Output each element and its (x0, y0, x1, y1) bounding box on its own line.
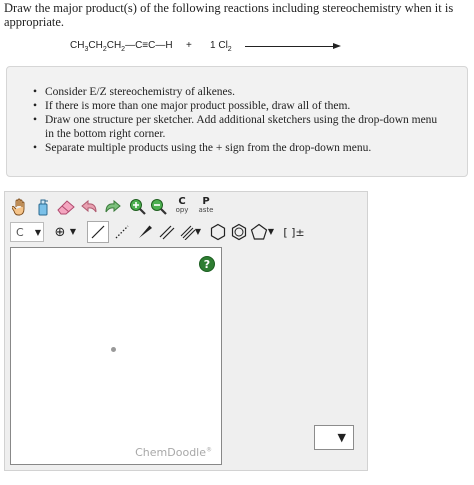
cyclohexane-icon[interactable] (207, 221, 229, 243)
instructions-panel (6, 66, 468, 177)
benzene-icon[interactable] (228, 221, 250, 243)
paste-button-letter: P (202, 196, 210, 207)
reactant-formula: $CH_3CH_2CH_2—C\equiv C—H$ (70, 40, 173, 53)
instruction-item: • Draw one structure per sketcher. Add additional sketchers using the drop-down menu in the bottom right corner. (7, 113, 447, 141)
reaction-equation (70, 37, 360, 55)
chevron-down-icon: ▼ (34, 227, 42, 237)
atom-label-dropdown[interactable] (10, 222, 44, 242)
eraser-icon[interactable] (55, 196, 77, 218)
copy-button-label: opy (175, 206, 189, 214)
plus-sign: + (186, 40, 192, 51)
reaction-arrow (245, 46, 335, 47)
toolbar-row-2 (5, 219, 367, 245)
lasso-clear-icon[interactable] (32, 196, 54, 218)
question-text: Draw the major product(s) of the following reactions including stereochemistry when it is appropriate. (4, 1, 454, 29)
chevron-down-icon[interactable]: ▼ (194, 227, 202, 236)
single-bond-icon[interactable] (87, 221, 109, 243)
zoom-out-icon[interactable] (148, 196, 170, 218)
toolbar-row-1 (5, 194, 367, 220)
drawing-canvas[interactable] (10, 247, 222, 465)
charge-plus-icon[interactable]: ⊕ (54, 224, 66, 240)
canvas-origin-dot (111, 347, 116, 352)
dashed-bond-icon[interactable] (111, 221, 133, 243)
hand-pan-icon[interactable] (9, 196, 31, 218)
atom-label-value: C (16, 225, 24, 239)
instruction-item: • Consider E/Z stereochemistry of alkenes. (7, 85, 447, 99)
undo-icon[interactable] (79, 196, 101, 218)
reaction-arrow-head (333, 43, 341, 49)
zoom-in-icon[interactable] (127, 196, 149, 218)
copy-button[interactable] (171, 195, 193, 219)
double-bond-icon[interactable] (156, 221, 178, 243)
product-separator-dropdown[interactable] (314, 425, 354, 450)
instruction-item: • If there is more than one major product possible, draw all of them. (7, 99, 447, 113)
chevron-down-icon[interactable]: ▼ (69, 227, 77, 236)
chemdoodle-logo: ChemDoodle® (135, 446, 212, 459)
chevron-down-icon: ▼ (337, 431, 346, 444)
help-icon[interactable]: ? (199, 256, 215, 272)
copy-button-letter: C (178, 196, 186, 207)
bracket-charge-icon[interactable]: [ ]± (283, 225, 305, 239)
wedge-bond-icon[interactable] (134, 221, 156, 243)
redo-icon[interactable] (101, 196, 123, 218)
instructions-list (7, 85, 447, 155)
reagent-formula: 1 $Cl_2$ (210, 40, 232, 53)
paste-button-label: aste (198, 206, 214, 214)
instruction-item: • Separate multiple products using the + sign from the drop-down menu. (7, 141, 447, 155)
chevron-down-icon[interactable]: ▼ (267, 227, 275, 236)
paste-button[interactable] (195, 195, 217, 219)
